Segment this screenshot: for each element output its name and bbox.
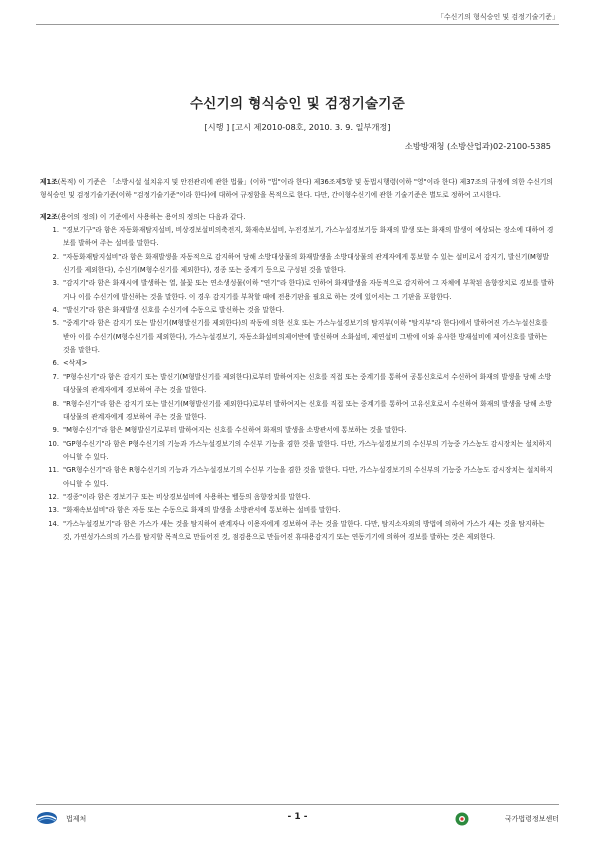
footer-source: 국가법령정보센터 <box>504 815 559 823</box>
item-text: "화재속보설비"라 함은 자동 또는 수동으로 화재의 발생을 소방관서에 통보하는 설비를 말한다. <box>63 506 341 515</box>
definition-item <box>40 317 555 357</box>
enactment-info: [시행 ] [고시 제2010-08호, 2010. 3. 9. 일부개정] <box>204 122 391 132</box>
page-number: - 1 - <box>287 812 308 822</box>
item-number: 12. <box>48 492 59 501</box>
document-title: 수신기의 형식승인 및 검정기술기준 <box>189 96 406 112</box>
definition-item <box>40 277 555 304</box>
item-number: 5. <box>52 319 59 328</box>
item-number: 9. <box>52 426 59 435</box>
article-2-label: 제2조 <box>40 212 58 221</box>
definition-item <box>40 464 555 491</box>
item-text: <삭제> <box>63 359 88 368</box>
item-number: 6. <box>52 359 59 368</box>
definition-item <box>40 424 555 437</box>
item-number: 7. <box>52 372 59 381</box>
page-footer <box>36 811 559 831</box>
document-body <box>40 176 555 544</box>
item-number: 4. <box>52 306 59 315</box>
item-number: 13. <box>48 506 59 515</box>
footer-divider <box>36 804 559 805</box>
item-text: "자동화재탐지설비"라 함은 화재발생을 자동적으로 감지하여 당해 소방대상물의 화재발생을 소방대상물의 관계자에게 통보할 수 있는 설비로서 감지기, 발신기(M형발신기를 제외한다), 수신기(M형수신기를 제외한다), 경종 또는 중계기 등으로 구성된 것을 말한다. <box>63 252 549 275</box>
definition-item <box>40 518 555 545</box>
article-1 <box>40 176 555 203</box>
item-text: "R형수신기"라 함은 감지기 또는 발신기(M형발신기를 제외한다)로부터 발하여지는 신호를 직접 또는 중계기를 통하여 고유신호로서 수신하여 화재의 발생을 당해 소방대상물의 관계자에게 경보하여 주는 것을 말한다. <box>63 399 552 421</box>
item-number: 2. <box>52 252 59 261</box>
item-number: 14. <box>48 519 59 528</box>
item-number: 3. <box>52 279 59 288</box>
item-number: 1. <box>52 226 59 235</box>
item-text: "감지기"라 함은 화재시에 발생하는 열, 불꽃 또는 연소생성물(이하 "연기"라 한다)로 인하여 화재발생을 자동적으로 감지하여 그 자체에 부착된 음향장치로 경보를 발하거나 이를 수신기에 발신하는 것을 말한다. 이 경우 감지기를 부착할 때에 전용기판을 필요로 하는 것에 있어서는 그 기판을 포함한다. <box>63 279 554 301</box>
item-number: 8. <box>52 399 59 408</box>
definition-item <box>40 491 555 504</box>
law-center-logo-icon <box>455 812 469 826</box>
item-text: "P형수신기"라 함은 감지기 또는 발신기(M형발신기를 제외한다)로부터 발하여지는 신호를 직접 또는 중계기를 통하여 공통신호로서 수신하여 화재의 발생을 당해 소방대상물의 관계자에게 경보하여 주는 것을 말한다. <box>63 372 552 395</box>
footer-publisher: 법제처 <box>66 815 87 823</box>
item-number: 10. <box>48 439 59 448</box>
definition-item <box>40 357 555 370</box>
definition-item <box>40 438 555 465</box>
definition-item <box>40 304 555 317</box>
item-text: "경보기구"라 함은 자동화재탐지설비, 비상경보설비의축전지, 화재속보설비, 누전경보기, 가스누설경보기등 화재의 발생 또는 화재의 발생이 예상되는 장소에 대하여 경보를 발하여 주는 설비를 말한다. <box>63 226 554 248</box>
definition-item <box>40 251 555 278</box>
item-text: "발신기"라 함은 화재발생 신호를 수신기에 수동으로 발신하는 것을 말한다. <box>63 306 285 315</box>
ministry-contact: 소방방재청 (소방산업과)02-2100-5385 <box>404 141 551 151</box>
article-2 <box>40 211 555 224</box>
item-text: "중계기"라 함은 감지기 또는 발신기(M형발신기를 제외한다)의 작동에 의한 신호 또는 가스누설경보기의 탐지부(이하 "탐지부"라 한다)에서 발하여진 가스누설신호를 받아 이를 수신기(M형수신기를 제외한다), 가스누설경보기, 자동소화설비의제어반에 발신하며 소화설비, 제연설비 그밖에 이와 유사한 방재설비에 제어신호를 발하는 것을 말한다. <box>63 319 548 355</box>
item-text: "경종"이라 함은 경보기구 또는 비상경보설비에 사용하는 벨등의 음향장치를 말한다. <box>63 492 311 501</box>
article-1-label: 제1조 <box>40 178 58 186</box>
item-text: "GP형수신기"라 함은 P형수신기의 기능과 가스누설경보기의 수신부 기능을 겸한 것을 말한다. 다만, 가스누설경보기의 수신부의 기능중 가스농도 감시장치는 설치하지 아니할 수 있다. <box>63 439 552 461</box>
item-text: "M형수신기"라 함은 M형발신기로부터 발하여지는 신호를 수신하여 화재의 발생을 소방관서에 통보하는 것을 말한다. <box>63 426 407 435</box>
running-head: 「수신기의 형식승인 및 검정기술기준」 <box>436 13 559 21</box>
definition-item <box>40 398 555 425</box>
article-2-text: (용어의 정의) 이 기준에서 사용하는 용어의 정의는 다음과 같다. <box>57 212 246 221</box>
item-number: 11. <box>48 466 59 475</box>
definition-item <box>40 371 555 398</box>
item-text: "GR형수신기"라 함은 R형수신기의 기능과 가스누설경보기의 수신부 기능을 겸한 것을 말한다. 다만, 가스누설경보기의 수신부의 기능중 가스농도 감시장치는 설치하지 아니할 수 있다. <box>63 466 553 488</box>
definition-list <box>40 224 555 544</box>
item-text: "가스누설경보기"라 함은 가스가 새는 것을 탐지하여 관계자나 이용자에게 경보하여 주는 것을 말한다. 다만, 탐지소자외의 방법에 의하여 가스가 새는 것을 탐지하는 것, 가연성가스의의 가스를 탐지할 목적으로 만들어진 것, 점검용으로 만들어진 휴대용감지기 또는 연동기기에 의하여 경보를 발하는 것은 제외한다. <box>63 519 545 541</box>
header-divider <box>36 24 559 25</box>
definition-item <box>40 224 555 251</box>
article-1-text: (목적) 이 기준은 「소방시설 설치유지 및 안전관리에 관한 법률」(이하 "법"이라 한다) 제36조제5항 및 동법시행령(이하 "영"이라 한다) 제37조의 규정에 의한 수신기의 형식승인 및 검정기술기준(이하 "검정기술기준"이라 한다)에 대하여 규정함을 목적으로 한다. 다만, 간이형수신기에 관한 기술기준은 별도로 정하여 고시한다. <box>40 178 553 200</box>
definition-item <box>40 504 555 517</box>
